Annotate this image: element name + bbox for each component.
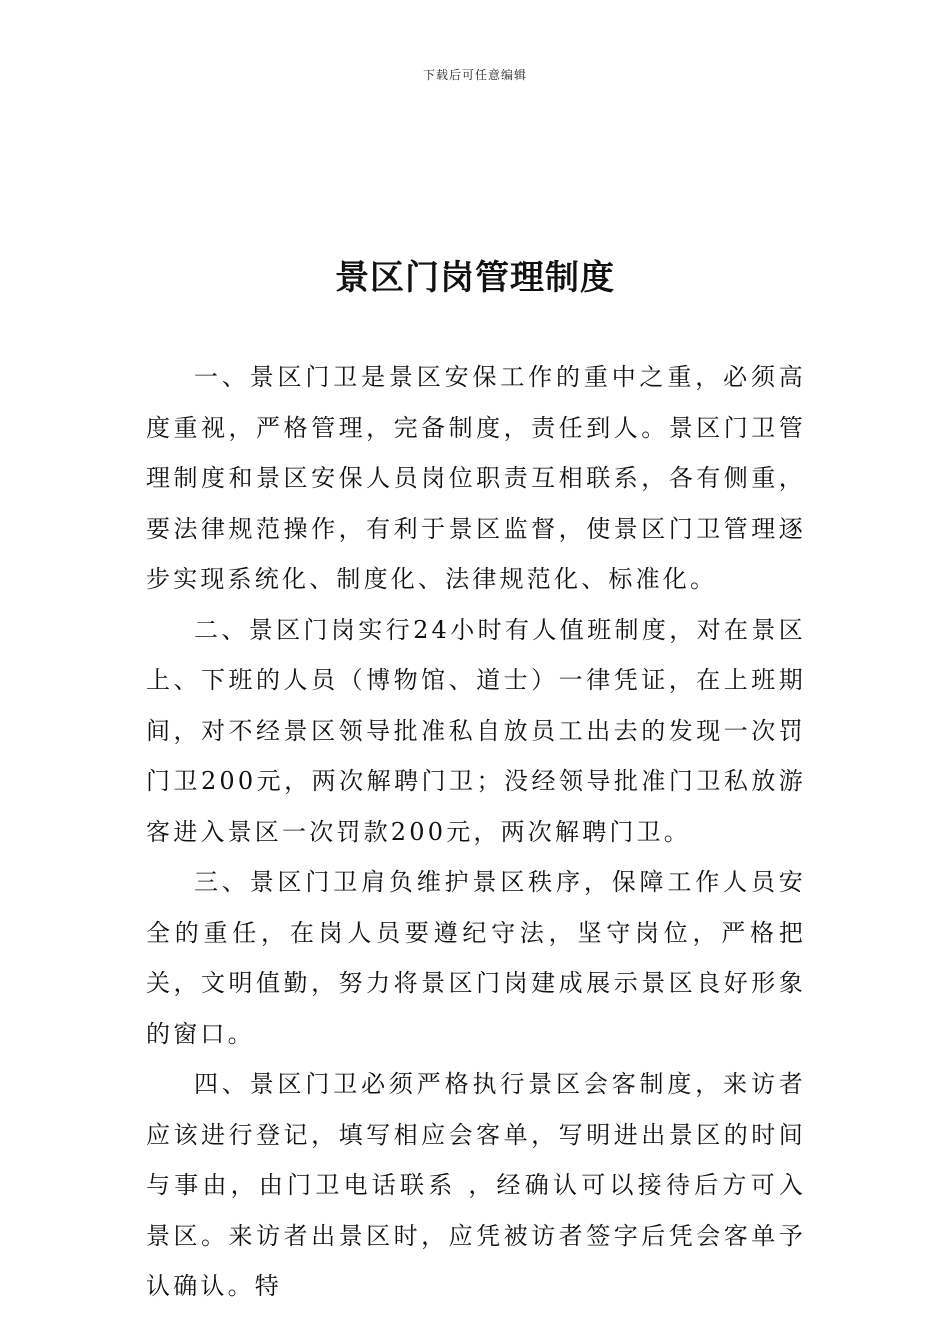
paragraph-1: 一、景区门卫是景区安保工作的重中之重，必须高度重视，严格管理，完备制度，责任到人。景区门卫管理制度和景区安保人员岗位职责互相联系，各有侧重，要法律规范操作，有利于景区监督，使景区门卫管理逐步实现系统化、制度化、法律规范化、标准化。 [146,363,806,593]
header-note: 下载后可任意编辑 [422,68,527,82]
document-body [146,352,806,1312]
paragraph-2: 二、景区门岗实行24小时有人值班制度，对在景区上、下班的人员（博物馆、道士）一律凭证，在上班期间，对不经景区领导批准私自放员工出去的发现一次罚门卫200元，两次解聘门卫；没经领导批准门卫私放游客进入景区一次罚款200元，两次解聘门卫。 [146,615,806,846]
paragraph-3: 三、景区门卫肩负维护景区秩序，保障工作人员安全的重任，在岗人员要遵纪守法，坚守岗位，严格把关，文明值勤，努力将景区门岗建成展示景区良好形象的窗口。 [146,868,806,1048]
document-title: 景区门岗管理制度 [335,258,615,298]
paragraph-4: 四、景区门卫必须严格执行景区会客制度，来访者应该进行登记，填写相应会客单，写明进出景区的时间与事由，由门卫电话联系 ，经确认可以接待后方可入景区。来访者出景区时，应凭被访者签字后凭会客单予认确认。特 [146,1070,806,1300]
